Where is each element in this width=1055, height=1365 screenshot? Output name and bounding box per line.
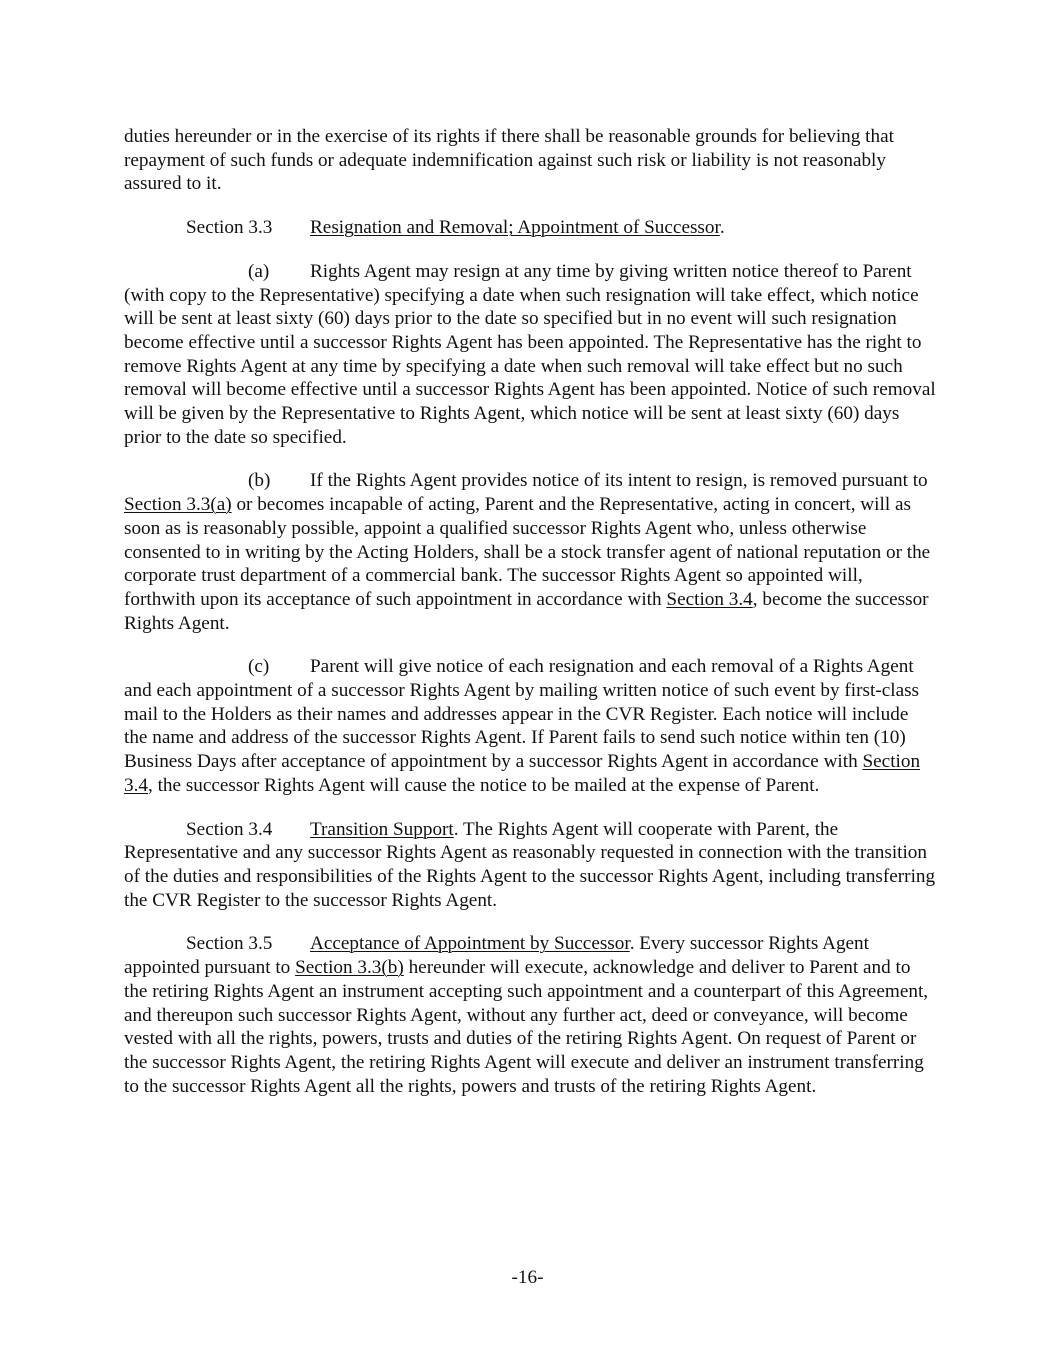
section-title: Resignation and Removal; Appointment of Successor bbox=[310, 217, 720, 239]
cross-reference-link[interactable]: Section 3.4 bbox=[124, 751, 921, 796]
section-text: . Every successor Rights Agent appointed pursuant to bbox=[124, 933, 869, 979]
page-number: -16- bbox=[511, 1267, 544, 1288]
section-text: hereunder will execute, acknowledge and deliver to Parent and to the retiring Rights Agent an instrument accepting such appointment and a counterpart of this Agreement, and thereupon such successor Rights Agent, without any further act, deed or conveyance, will become vested with all the rights, powers, trusts and duties of the retiring Rights Agent. On request of Parent or the successor Rights Agent, the retiring Rights Agent will execute and deliver an instrument transferring to the successor Rights Agent all the rights, powers and trusts of the retiring Rights Agent. bbox=[124, 957, 929, 1097]
continuation-paragraph: duties hereunder or in the exercise of its rights if there shall be reasonable grounds for believing that repayment of such funds or adequate indemnification against such risk or liability is not reasonably assured to it. bbox=[124, 126, 894, 195]
section-3-3-heading bbox=[124, 216, 936, 240]
subsection-text: , become the successor Rights Agent. bbox=[124, 588, 929, 634]
cross-reference-link[interactable]: Section 3.3(b) bbox=[295, 957, 404, 979]
section-text: . The Rights Agent will cooperate with Parent, the Representative and any successor Rights Agent as reasonably requested in connection with the transition of the duties and responsibilities of the Rights Agent to the successor Rights Agent, including transferring the CVR Register to the successor Rights Agent. bbox=[124, 818, 936, 911]
section-number: Section 3.3 bbox=[186, 217, 273, 239]
subsection-text: , the successor Rights Agent will cause the notice to be mailed at the expense of Parent. bbox=[147, 774, 820, 796]
subsection-a bbox=[124, 260, 936, 450]
document-body bbox=[124, 125, 936, 1118]
section-3-4 bbox=[124, 818, 936, 913]
section-number: Section 3.5 bbox=[186, 933, 273, 955]
cross-reference-link[interactable]: Section 3.4 bbox=[666, 588, 753, 610]
subsection-c bbox=[124, 655, 936, 797]
subsection-label: (b) bbox=[248, 470, 271, 492]
subsection-text: Parent will give notice of each resignation and each removal of a Rights Agent and each appointment of a successor Rights Agent by mailing written notice of such event by first-class mail to the Holders as their names and addresses appear in the CVR Register. Each notice will include the name and address of the successor Rights Agent. If Parent fails to send such notice within ten (10) Business Days after acceptance of appointment by a successor Rights Agent in accordance with bbox=[124, 656, 920, 773]
cross-reference-link[interactable]: Section 3.3(a) bbox=[124, 494, 232, 516]
section-number: Section 3.4 bbox=[186, 818, 273, 840]
subsection-label: (c) bbox=[248, 656, 270, 678]
section-3-5 bbox=[124, 932, 936, 1098]
section-title: Acceptance of Appointment by Successor bbox=[310, 933, 630, 955]
section-title: Transition Support bbox=[310, 818, 454, 840]
subsection-text: If the Rights Agent provides notice of its intent to resign, is removed pursuant to bbox=[310, 470, 928, 492]
section-title-period: . bbox=[719, 217, 725, 239]
subsection-b bbox=[124, 469, 936, 635]
subsection-text: Rights Agent may resign at any time by giving written notice thereof to Parent (with copy to the Representative) specifying a date when such resignation will take effect, which notice will be sent at least sixty (60) days prior to the date so specified but in no event will such resignation become effective until a successor Rights Agent has been appointed. The Representative has the right to remove Rights Agent at any time by specifying a date when such removal will take effect but no such removal will become effective until a successor Rights Agent has been appointed. Notice of such removal will be given by the Representative to Rights Agent, which notice will be sent at least sixty (60) days prior to the date so specified. bbox=[124, 260, 936, 448]
subsection-text: or becomes incapable of acting, Parent and the Representative, acting in concert, will as soon as is reasonably possible, appoint a qualified successor Rights Agent who, unless otherwise consented to in writing by the Acting Holders, shall be a stock transfer agent of national reputation or the corporate trust department of a commercial bank. The successor Rights Agent so appointed will, forthwith upon its acceptance of such appointment in accordance with bbox=[124, 494, 931, 610]
subsection-label: (a) bbox=[248, 260, 270, 282]
